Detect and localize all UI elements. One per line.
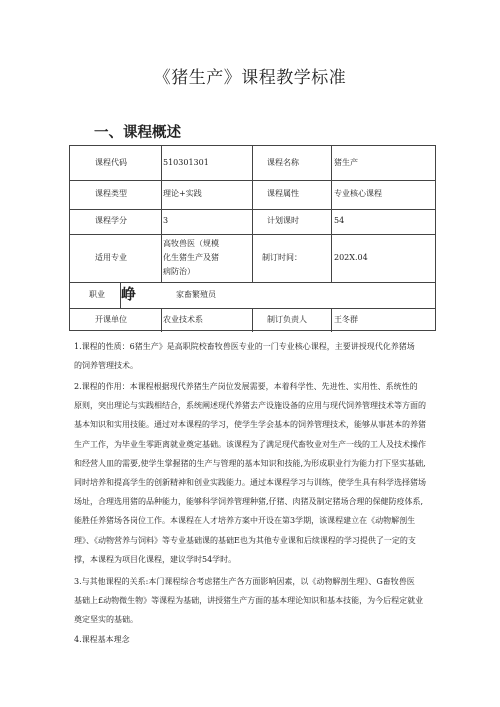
unit-label: 开课单位 — [95, 315, 127, 324]
job-label: 职业 — [89, 290, 105, 299]
course-code-value: 510301301 — [163, 158, 209, 167]
paragraph-line: 2.课程的作用：本课程根据现代养猪生产岗位发展需要，本着科学性、先进性、实用性、系统性的 — [74, 382, 418, 391]
paragraph-course-nature — [74, 337, 439, 375]
course-type-label: 课程类型 — [95, 189, 127, 198]
hours-value: 54 — [334, 216, 345, 225]
course-attr-value: 专业核心课程 — [334, 189, 382, 198]
course-info-table — [69, 145, 436, 331]
table-col-rule — [331, 146, 332, 282]
paragraph-line: 3.与其他课程的关系:本门课程综合考虑猪生产各方面影响因素，以《动物解剖生理》、G畜牧兽医 — [74, 577, 415, 586]
credit-label: 课程学分 — [95, 216, 127, 225]
course-code-label: 课程代码 — [95, 158, 127, 167]
unit-value: 农业技术系 — [163, 315, 203, 324]
course-name-label: 课程名称 — [267, 158, 299, 167]
paragraph-line: 撑，本课程为项目化课程，建议学时54学时。 — [74, 554, 237, 564]
paragraph-line: 能胜任养猪场各岗位工作。本课程在人才培养方案中开设在第3学期，该课程建立在《动物解剖生 — [74, 516, 416, 526]
date-value: 202X.04 — [334, 253, 368, 262]
document-title: 《猪生产》课程教学标准 — [153, 68, 347, 88]
paragraph-line: 的饲养管理技术。 — [74, 361, 138, 371]
paragraph-line: 生产工作，为毕业生零距离就业奠定基础。该课程为了满足现代畜牧业对生产一线的工人及技术操作 — [74, 439, 426, 449]
credit-value: 3 — [163, 216, 169, 225]
table-col-rule — [161, 308, 162, 332]
table-col-rule — [252, 146, 253, 282]
paragraph-line: 同时培养和提高学生的创新精神和创业实践能力。通过本课程学习与训练，使学生具有科学选择猪场 — [74, 478, 426, 488]
major-line-2: 化生猪生产及猪 — [163, 253, 219, 262]
course-type-value: 理论+实践 — [163, 189, 202, 198]
section-heading: 一、课程概述 — [94, 125, 181, 141]
paragraph-line: 场址，合理选用猪的品种能力，能够科学饲养管理种猪,仔猪、肉猪及制定猪场合理的保健防疫体系, — [74, 497, 424, 507]
paragraph-line: 奠定坚实的基础。 — [74, 615, 138, 625]
paragraph-line: 1.课程的性质：6猪生产》是高职院校畜牧兽医专业的一门专业核心课程，主要讲授现代化养猪场 — [74, 342, 415, 351]
major-label: 适用专业 — [95, 253, 127, 262]
paragraph-line: 基础上£动物微生物》等课程为基础，讲授猪生产方面的基本理论知识和基本技能，为今后程定就业 — [74, 596, 424, 606]
job-mark: 峥 — [121, 285, 137, 303]
table-col-rule — [252, 308, 253, 332]
major-line-1: 高牧兽医（规模 — [163, 239, 219, 248]
course-name-value: 猪生产 — [334, 158, 358, 167]
person-label: 制订负责人 — [267, 315, 307, 324]
paragraph-course-role — [74, 377, 439, 569]
job-value: 家畜繁殖员 — [176, 290, 216, 299]
course-attr-label: 课程属性 — [267, 189, 299, 198]
major-line-3: 病防治） — [163, 267, 195, 276]
date-label: 制订时间： — [262, 253, 302, 262]
paragraph-line: 和经营人皿的需要,使学生掌握猪的生产与管理的基本知识和技能,为形成职业行为能力打下坚实基础, — [74, 458, 426, 468]
paragraph-line: 理》、《动物营养与饲料》等专业基础课的基础E也为其他专业课和后续课程的学习提供了一定的支 — [74, 535, 416, 545]
person-value: 王冬群 — [334, 315, 358, 324]
table-col-rule — [331, 308, 332, 332]
table-rule — [70, 282, 435, 283]
paragraph-line: 原则，突出理论与实践相结合，系统阐述现代养猪去产设施设备的应用与现代饲养管理技术等方面的 — [74, 401, 426, 411]
subheading-course-philosophy: 4.课程基本理念 — [74, 635, 130, 644]
hours-label: 计划课时 — [267, 216, 299, 225]
paragraph-course-relations — [74, 572, 439, 630]
paragraph-line: 基本知识和实用技能。通过对本课程的学习，使学生学会基本的饲养管理技术，能够从事甚本的养猪 — [74, 420, 426, 430]
table-col-rule — [161, 146, 162, 282]
